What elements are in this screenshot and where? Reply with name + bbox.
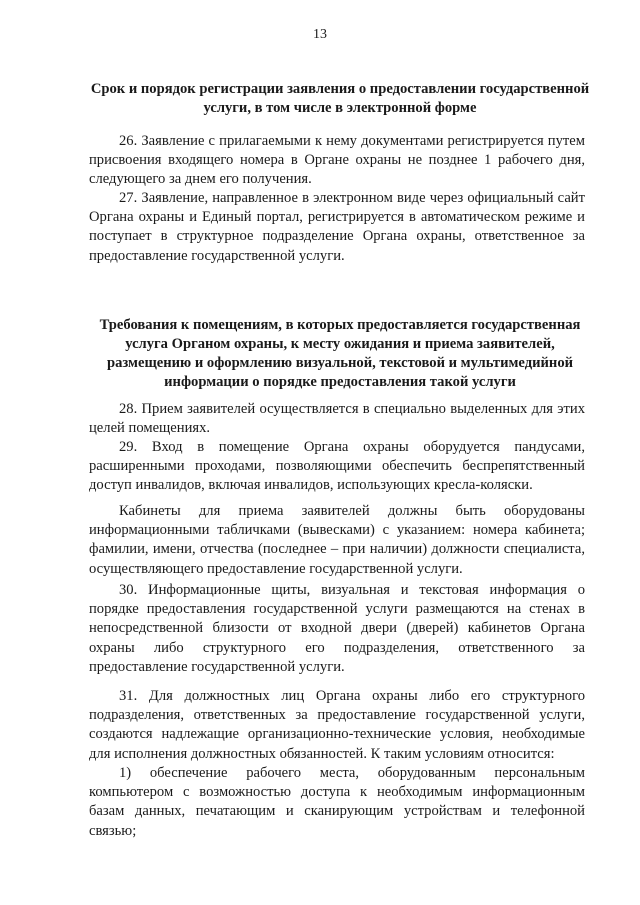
section-heading-registration: Срок и порядок регистрации заявления о предоставлении государственной услуги, в том числе в электронной форме	[90, 81, 590, 116]
paragraph-31: 31. Для должностных лиц Органа охраны либо его структурного подразделения, ответственных за предоставление государственной услуги, создаются надлежащие организационно-технические условия, необходимые для исполнения должностных обязанностей. К таким условиям относится:	[89, 688, 585, 762]
paragraph-29: 29. Вход в помещение Органа охраны оборудуется пандусами, расширенными проходами, позволяющими обеспечить беспрепятственный доступ инвалидов, включая инвалидов, использующих кресла-коляски.	[89, 439, 585, 494]
paragraph-26: 26. Заявление с прилагаемыми к нему документами регистрируется путем присвоения входящего номера в Органе охраны не позднее 1 рабочего дня, следующего за днем его получения.	[89, 133, 585, 188]
paragraph-29-cabinets: Кабинеты для приема заявителей должны быть оборудованы информационными табличками (вывесками) с указанием: номера кабинета; фамилии, имени, отчества (последнее – при наличии) должности специалиста, осуществляющего предоставление государственной услуги.	[89, 503, 585, 577]
paragraph-27: 27. Заявление, направленное в электронном виде через официальный сайт Органа охраны и Единый портал, регистрируется в автоматическом режиме и поступает в структурное подразделение Органа охраны, ответственное за предоставление государственной услуги.	[89, 190, 585, 264]
page-number: 13	[313, 27, 327, 42]
paragraph-28: 28. Прием заявителей осуществляется в специально выделенных для этих целей помещениях.	[89, 401, 585, 437]
paragraph-30: 30. Информационные щиты, визуальная и текстовая информация о порядке предоставления государственной услуги размещаются на стенах в непосредственной близости от входной двери (дверей) кабинетов Органа охраны либо структурного его подразделения, ответственного за предоставление государственной услуги.	[89, 582, 585, 675]
section-heading-premises: Требования к помещениям, в которых предоставляется государственная услуга Органом охраны, к месту ожидания и приема заявителей, размещению и оформлению визуальной, текстовой и мультимедийной информации о порядке предоставления такой услуги	[99, 317, 581, 390]
paragraph-31-item-1: 1) обеспечение рабочего места, оборудованным персональным компьютером с возможностью доступа к необходимым информационным базам данных, печатающим и сканирующим устройствам и телефонной связью;	[89, 765, 585, 839]
